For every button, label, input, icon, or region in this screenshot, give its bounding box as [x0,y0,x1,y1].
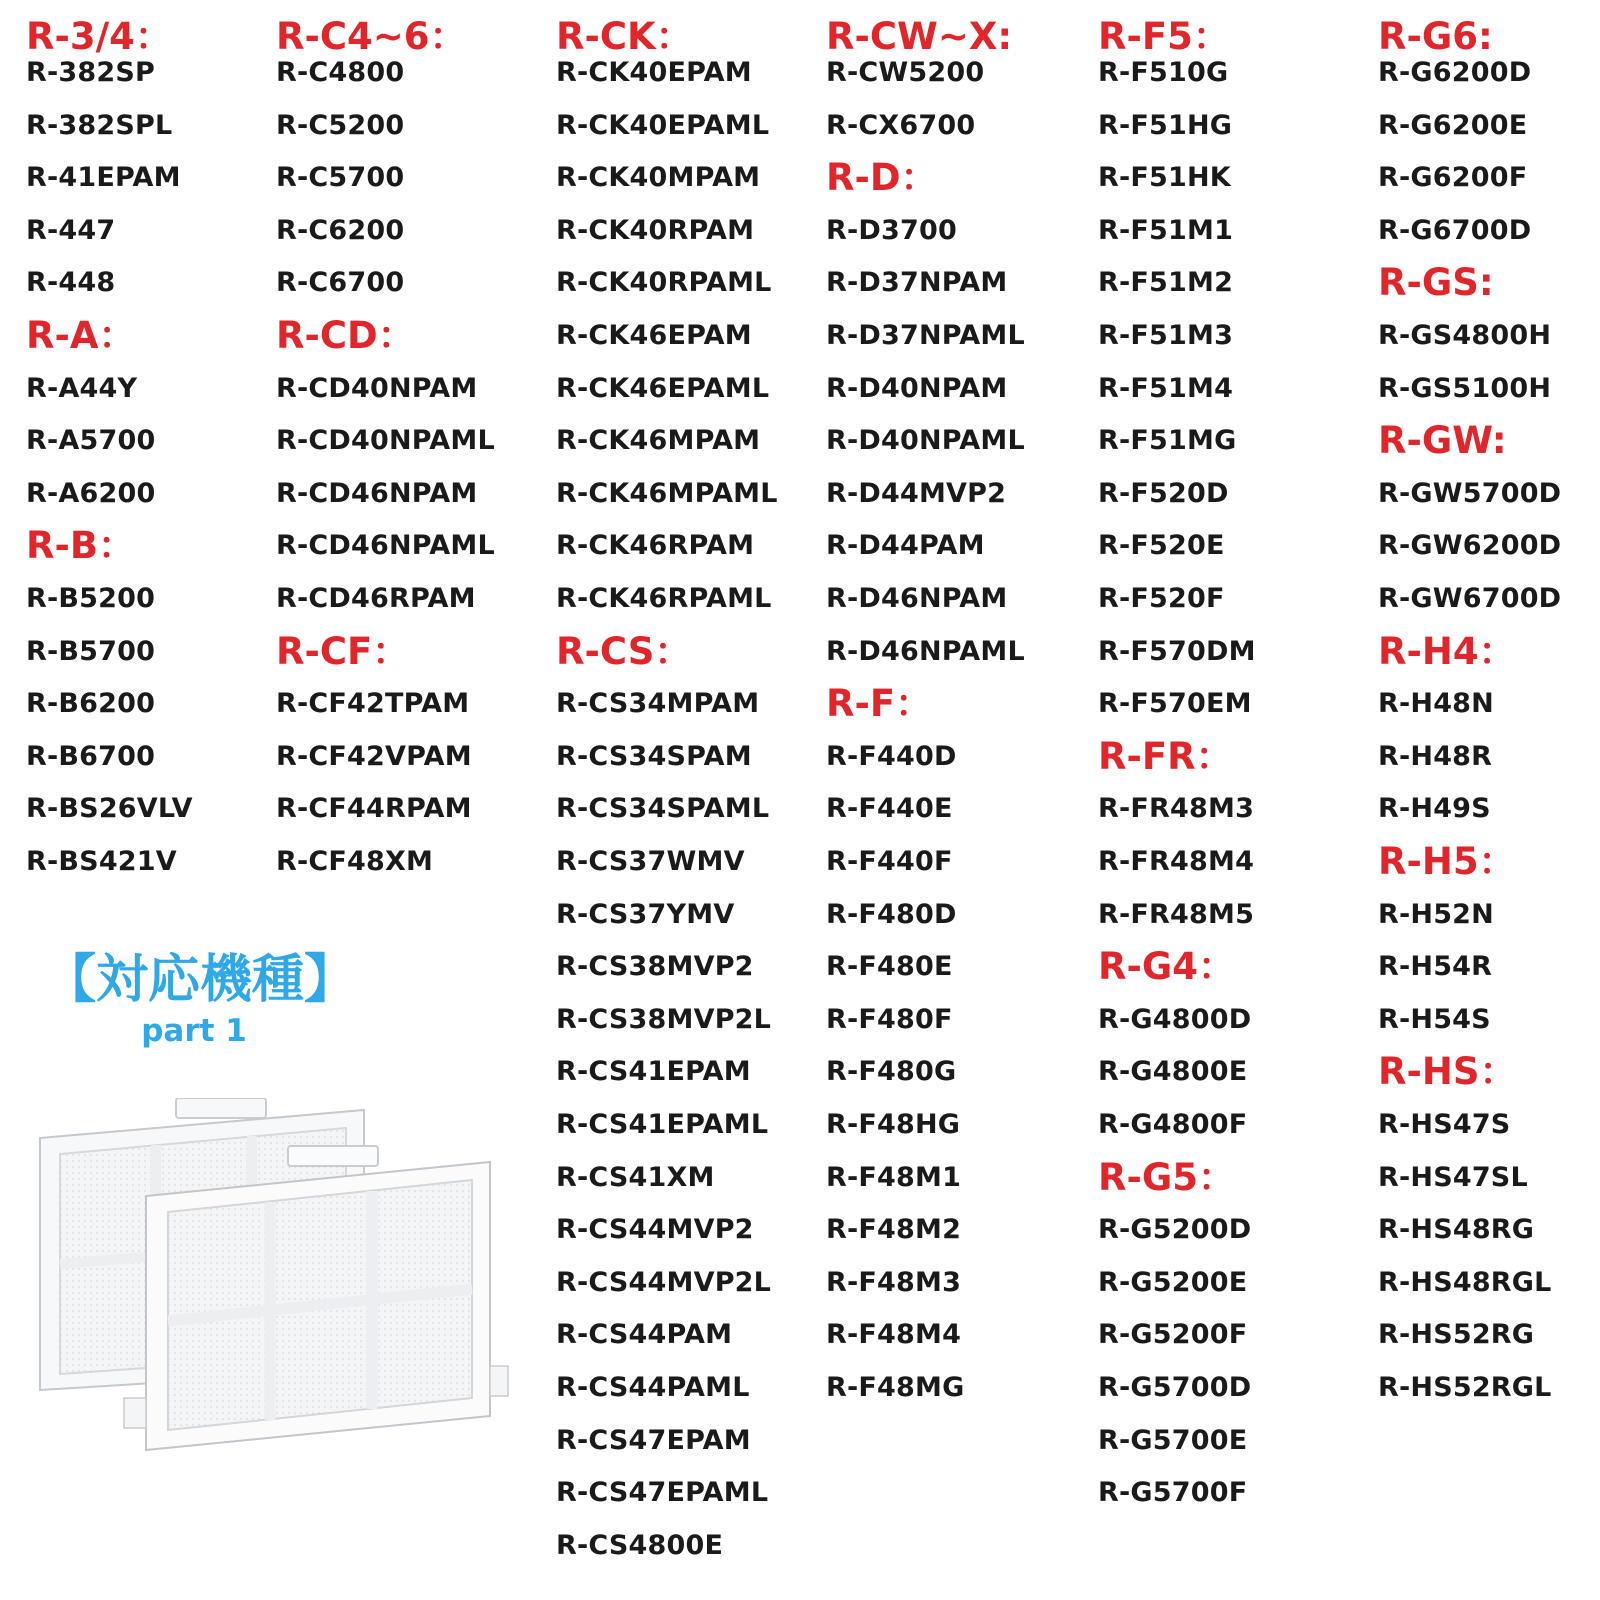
model-number: R-CK40MPAM [556,162,761,194]
model-number: R-CW5200 [826,57,985,88]
model-number: R-CK46EPAM [556,320,752,351]
model-number: R-D40NPAM [826,372,1008,404]
series-heading: R-D： [826,156,938,200]
model-number: R-GS5100H [1378,372,1552,404]
model-number: R-HS52RG [1378,1319,1535,1351]
model-number: R-CS37WMV [556,846,745,877]
model-number: R-CK46MPAM [556,425,761,457]
model-number: R-CS44PAM [556,1319,733,1351]
badge-title: 【対応機種】 [44,950,357,1010]
model-number: R-382SPL [26,109,173,141]
model-number: R-C6700 [276,267,405,299]
model-number: R-H52N [1378,898,1494,930]
model-number: R-G6200F [1378,162,1528,194]
model-number: R-BS26VLV [26,793,193,825]
model-number: R-448 [26,267,116,299]
model-number: R-H54R [1378,951,1493,983]
series-heading: R-G5： [1098,1155,1235,1199]
series-heading: R-GS: [1378,261,1494,305]
model-number: R-G5200D [1098,1214,1252,1246]
model-number: R-CS47EPAML [556,1477,769,1509]
model-number: R-CS41XM [556,1161,715,1193]
model-number: R-CK40EPAML [556,109,770,141]
model-number: R-F480F [826,1003,953,1035]
model-number: R-CS37YMV [556,898,735,930]
model-number: R-CS34MPAM [556,688,760,720]
model-number: R-CF44RPAM [276,793,472,825]
model-number: R-D40NPAML [826,425,1025,457]
model-number: R-CS44PAML [556,1372,750,1403]
model-number: R-B6200 [26,688,156,720]
model-number: R-CD46NPAM [276,477,478,509]
filter-illustration [28,1098,518,1458]
model-number: R-D46NPAM [826,583,1008,614]
model-number: R-CD40NPAM [276,372,478,404]
model-number: R-F480G [826,1056,957,1088]
model-number: R-CK40RPAML [556,267,772,299]
model-number: R-G6200E [1378,109,1528,141]
model-number: R-F51M1 [1098,214,1234,246]
model-number: R-GW6200D [1378,530,1562,562]
model-number: R-CF48XM [276,846,434,877]
series-heading: R-B： [26,524,136,568]
model-number: R-CS41EPAM [556,1056,751,1088]
model-number: R-G5700E [1098,1424,1248,1456]
model-number: R-FR48M5 [1098,898,1255,930]
model-number: R-CF42TPAM [276,688,470,720]
series-heading: R-CF： [276,629,410,673]
compatible-models-badge [44,950,357,1050]
model-number: R-F570EM [1098,688,1252,720]
series-heading: R-A： [26,314,136,357]
model-number: R-HS52RGL [1378,1372,1552,1403]
model-number: R-HS48RG [1378,1214,1535,1246]
model-number: R-D46NPAML [826,635,1025,667]
model-number: R-F51HK [1098,162,1231,194]
model-number: R-CS41EPAML [556,1109,769,1140]
model-number: R-G6200D [1378,57,1532,88]
series-heading: R-H4： [1378,629,1516,673]
model-number: R-CS44MVP2L [556,1266,772,1298]
model-number: R-F440E [826,793,953,825]
model-number: R-CS38MVP2 [556,951,754,983]
model-number: R-CS4800E [556,1529,724,1561]
model-number: R-H48R [1378,740,1493,772]
model-number: R-CS34SPAM [556,740,752,772]
model-number: R-F520F [1098,583,1225,614]
model-number: R-G4800D [1098,1003,1252,1035]
model-number: R-G5700D [1098,1372,1252,1403]
model-number: R-F51MG [1098,425,1237,457]
model-number: R-F480D [826,898,957,930]
model-number: R-D3700 [826,214,957,246]
series-heading: R-FR： [1098,734,1233,778]
model-number: R-CS38MVP2L [556,1003,772,1035]
model-number: R-F480E [826,951,953,983]
model-number: R-F48MG [826,1372,965,1403]
model-number: R-C5200 [276,109,405,141]
model-number: R-FR48M4 [1098,846,1255,877]
model-number: R-G5700F [1098,1477,1248,1509]
model-number: R-GW6700D [1378,583,1562,614]
model-number: R-382SP [26,57,155,88]
series-heading: R-HS： [1378,1050,1517,1094]
model-number: R-F48HG [826,1109,961,1140]
model-number: R-F48M2 [826,1214,962,1246]
model-number: R-CK40RPAM [556,214,755,246]
series-heading: R-C4~6： [276,15,467,58]
model-number: R-F51M3 [1098,320,1234,351]
model-number: R-CK46RPAM [556,530,755,562]
series-heading: R-H5： [1378,840,1516,883]
model-number: R-CS34SPAML [556,793,770,825]
model-number: R-CX6700 [826,109,976,141]
model-number: R-F510G [1098,57,1229,88]
model-number: R-CD40NPAML [276,425,495,457]
model-number: R-447 [26,214,116,246]
model-number: R-CK40EPAM [556,57,752,88]
air-filter-pair-icon [28,1098,518,1458]
model-number: R-F48M3 [826,1266,962,1298]
model-number: R-CS44MVP2 [556,1214,754,1246]
series-heading: R-CS： [556,629,692,673]
model-number: R-D37NPAML [826,320,1025,351]
model-number: R-D37NPAM [826,267,1008,299]
badge-subtitle: part 1 [141,1013,247,1049]
model-number: R-G4800F [1098,1109,1248,1140]
model-number: R-D44PAM [826,530,985,562]
model-number: R-CD46NPAML [276,530,495,562]
model-number: R-B6700 [26,740,156,772]
model-number: R-CK46RPAML [556,583,772,614]
series-heading: R-3/4： [26,15,172,58]
model-number: R-F440D [826,740,957,772]
model-number: R-F51M4 [1098,372,1234,404]
model-number: R-F51HG [1098,109,1233,141]
model-number: R-F570DM [1098,635,1256,667]
model-number: R-HS47S [1378,1109,1511,1140]
model-number: R-41EPAM [26,162,181,194]
model-number: R-G4800E [1098,1056,1248,1088]
model-number: R-FR48M3 [1098,793,1255,825]
model-number: R-BS421V [26,846,177,877]
model-number: R-G5200F [1098,1319,1248,1351]
series-heading: R-CD： [276,314,415,357]
model-number: R-HS47SL [1378,1161,1528,1193]
model-number: R-HS48RGL [1378,1266,1552,1298]
model-number: R-C6200 [276,214,405,246]
model-number: R-A44Y [26,372,138,404]
series-heading: R-GW: [1378,419,1507,463]
model-number: R-F520E [1098,530,1225,562]
model-number: R-F440F [826,846,953,877]
model-number: R-CK46EPAML [556,372,770,404]
model-number: R-CS47EPAM [556,1424,751,1456]
model-number: R-H54S [1378,1003,1491,1035]
model-number: R-A6200 [26,477,156,509]
front-filter-panel [124,1146,508,1450]
model-number: R-CD46RPAM [276,583,476,614]
series-heading: R-G4： [1098,945,1235,989]
model-number: R-H49S [1378,793,1491,825]
series-heading: R-CW~X: [826,15,1013,58]
model-number: R-G6700D [1378,214,1532,246]
series-heading: R-F5： [1098,15,1230,58]
model-number: R-CF42VPAM [276,740,472,772]
model-number: R-F48M1 [826,1161,962,1193]
model-number: R-C4800 [276,57,405,88]
series-heading: R-F： [826,682,933,726]
model-number: R-CK46MPAML [556,477,778,509]
model-number: R-H48N [1378,688,1494,720]
model-number: R-GW5700D [1378,477,1562,509]
series-heading: R-CK： [556,15,693,58]
model-number: R-F51M2 [1098,267,1234,299]
model-number: R-A5700 [26,425,156,457]
model-number: R-F48M4 [826,1319,962,1351]
model-number: R-GS4800H [1378,320,1552,351]
model-number: R-B5700 [26,635,156,667]
model-number: R-D44MVP2 [826,477,1007,509]
series-heading: R-G6: [1378,15,1493,58]
model-number: R-G5200E [1098,1266,1248,1298]
model-number: R-C5700 [276,162,405,194]
model-number: R-F520D [1098,477,1229,509]
model-number: R-B5200 [26,583,156,614]
